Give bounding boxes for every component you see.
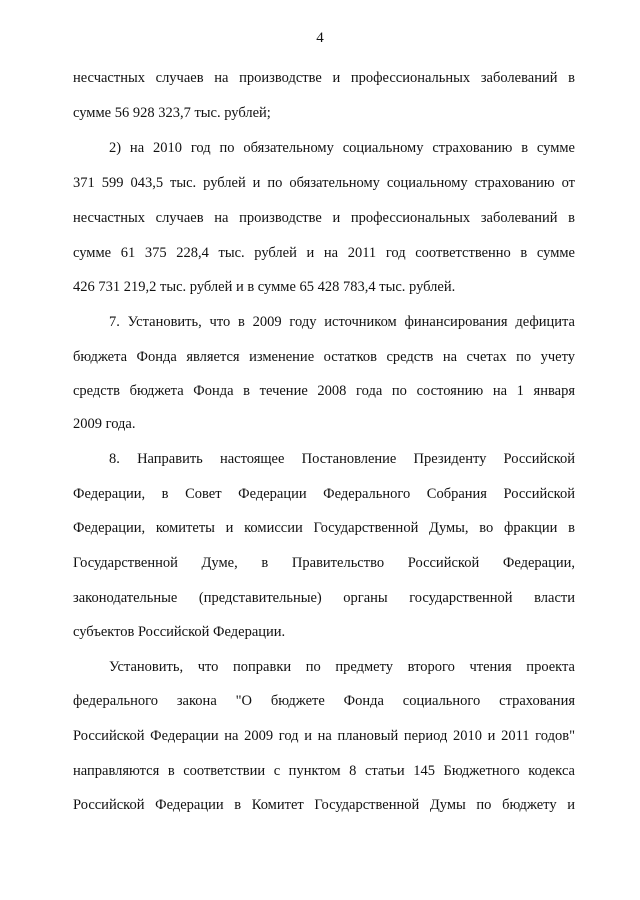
- text-line: Российской Федерации в Комитет Государственной Думы по бюджету и: [73, 797, 575, 813]
- page-number: 4: [316, 30, 324, 46]
- text-line: бюджета Фонда является изменение остатков средств на счетах по учету: [73, 349, 575, 365]
- text-line: Государственной Думе, в Правительство Российской Федерации,: [73, 555, 575, 571]
- text-line: федерального закона "О бюджете Фонда социального страхования: [73, 693, 575, 709]
- text-line: несчастных случаев на производстве и профессиональных заболеваний в: [73, 70, 575, 86]
- text-line: Российской Федерации на 2009 год и на плановый период 2010 и 2011 годов": [73, 728, 575, 744]
- text-line: субъектов Российской Федерации.: [73, 624, 286, 640]
- text-line: Федерации, в Совет Федерации Федерального Собрания Российской: [73, 486, 575, 502]
- text-line: 7. Установить, что в 2009 году источником финансирования дефицита: [109, 314, 575, 330]
- text-line: несчастных случаев на производстве и профессиональных заболеваний в: [73, 210, 575, 226]
- text-line: сумме 61 375 228,4 тыс. рублей и на 2011 год соответственно в сумме: [73, 245, 575, 261]
- text-line: 8. Направить настоящее Постановление Президенту Российской: [109, 451, 575, 467]
- text-line: 371 599 043,5 тыс. рублей и по обязательному социальному страхованию от: [73, 175, 575, 191]
- text-line: 426 731 219,2 тыс. рублей и в сумме 65 428 783,4 тыс. рублей.: [73, 279, 456, 295]
- text-line: средств бюджета Фонда в течение 2008 года по состоянию на 1 января: [73, 383, 575, 399]
- text-line: Федерации, комитеты и комиссии Государственной Думы, во фракции в: [73, 520, 575, 536]
- text-line: 2009 года.: [73, 416, 136, 432]
- text-line: 2) на 2010 год по обязательному социальному страхованию в сумме: [109, 140, 575, 156]
- text-line: направляются в соответствии с пунктом 8 статьи 145 Бюджетного кодекса: [73, 763, 575, 779]
- text-line: законодательные (представительные) органы государственной власти: [73, 590, 575, 606]
- text-line: Установить, что поправки по предмету второго чтения проекта: [109, 659, 575, 675]
- text-line: сумме 56 928 323,7 тыс. рублей;: [73, 105, 271, 121]
